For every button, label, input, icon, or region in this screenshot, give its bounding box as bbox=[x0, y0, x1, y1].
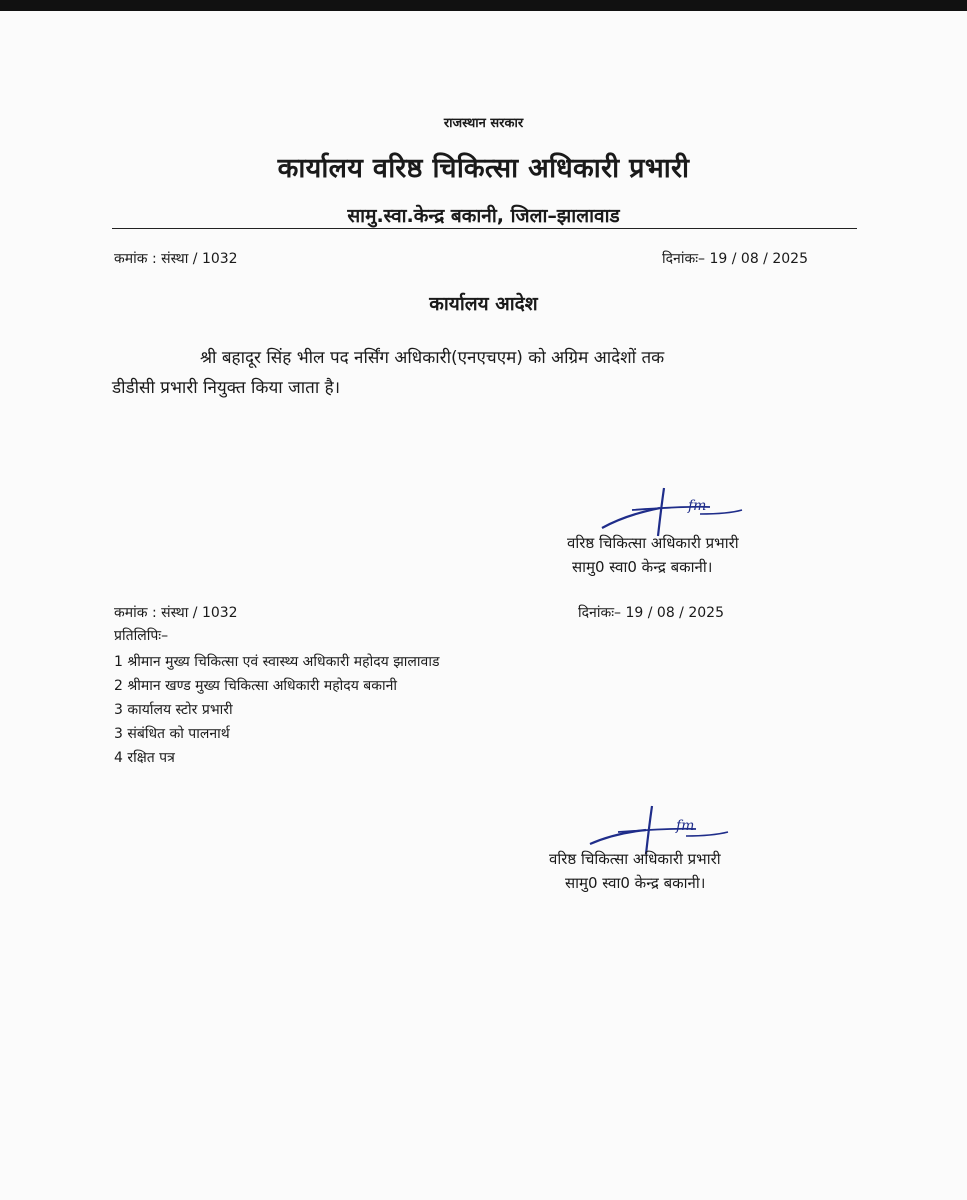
office-address: सामु.स्वा.केन्द्र बकानी, जिला–झालावाड bbox=[347, 205, 620, 227]
copy-list bbox=[114, 650, 439, 770]
signature-1 bbox=[590, 480, 750, 540]
list-item: 1 श्रीमान मुख्य चिकित्सा एवं स्वास्थ्य अधिकारी महोदय झालावाड bbox=[114, 654, 440, 670]
government-name: राजस्थान सरकार bbox=[443, 116, 524, 131]
signatory-place-1: सामु0 स्वा0 केन्द्र बकानी। bbox=[572, 558, 713, 576]
signatory-designation-2: वरिष्ठ चिकित्सा अधिकारी प्रभारी bbox=[549, 850, 721, 868]
header-divider bbox=[112, 228, 857, 229]
list-item: 2 श्रीमान खण्ड मुख्य चिकित्सा अधिकारी महोदय बकानी bbox=[114, 678, 398, 694]
copy-heading: प्रतिलिपिः– bbox=[114, 628, 169, 644]
order-body-line-2: डीडीसी प्रभारी नियुक्त किया जाता है। bbox=[112, 378, 341, 398]
list-item: 4 रक्षित पत्र bbox=[114, 750, 175, 766]
order-reference: कमांक : संस्था / 1032 bbox=[114, 251, 238, 267]
order-body-line-1: श्री बहादूर सिंह भील पद नर्सिंग अधिकारी(एनएचएम) को अग्रिम आदेशों तक bbox=[200, 348, 665, 368]
order-date: दिनांकः– 19 / 08 / 2025 bbox=[662, 251, 808, 267]
order-title: कार्यालय आदेश bbox=[429, 293, 538, 315]
signatory-place-2: सामु0 स्वा0 केन्द्र बकानी। bbox=[565, 874, 706, 892]
signature-1-drawing bbox=[590, 480, 750, 540]
office-title: कार्यालय वरिष्ठ चिकित्सा अधिकारी प्रभारी bbox=[277, 153, 690, 184]
copy-date: दिनांकः– 19 / 08 / 2025 bbox=[578, 605, 724, 621]
top-status-bar bbox=[0, 0, 967, 11]
signatory-designation-1: वरिष्ठ चिकित्सा अधिकारी प्रभारी bbox=[567, 534, 739, 552]
signature-2-text: fm bbox=[676, 818, 695, 834]
list-item: 3 कार्यालय स्टोर प्रभारी bbox=[114, 702, 233, 718]
signature-1-text: fm bbox=[688, 498, 707, 514]
list-item: 3 संबंधित को पालनार्थ bbox=[114, 726, 230, 742]
copy-reference: कमांक : संस्था / 1032 bbox=[114, 605, 238, 621]
